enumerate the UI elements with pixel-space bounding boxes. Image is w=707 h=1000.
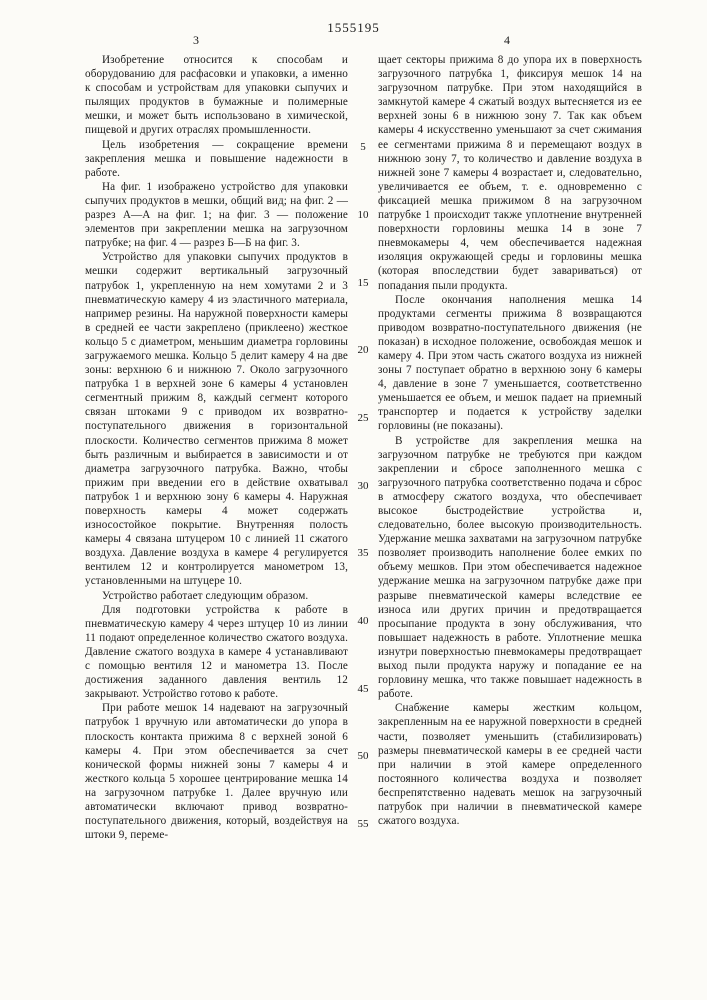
line-number: 10 (357, 209, 369, 221)
line-number: 40 (357, 615, 369, 627)
line-number: 30 (357, 480, 369, 492)
line-number: 25 (357, 412, 369, 424)
paragraph: В устройстве для закрепления мешка на загрузочном патрубке не требуются при каждом закреплении и сбросе заполненного мешка с загрузочного патрубка соответственно подача и сброс в атмосферу сжатого воздуха, что обеспечивает высокое быстродействие устройства и, следовательно, более высокую производительность. Удержание мешка захватами на загрузочном патрубке позволяет производить наполнение более емких по объему мешков. При этом обеспечивается надежное удержание мешка на загрузочном патрубке даже при разрыве пневматической камеры вследствие ее износа или других причин и предотвращается просыпание продукта в зону обслуживания, что повышает надежность в работе. Уплотнение мешка изнутри поверхностью пневмокамеры предотвращает выход пыли продукта наружу и попадание ее на горловину мешка, что также повышает надежность в работе. (378, 434, 642, 701)
paragraph: Снабжение камеры жестким кольцом, закрепленным на ее наружной поверхности в средней части, позволяет уменьшить (стабилизировать) размеры пневматической камеры в ее средней части при наличии в этой камере определенного постоянного количества воздуха и позволяет беспрепятственно надевать мешок на загрузочный патрубок при наличии в пневматической камере сжатого воздуха. (378, 702, 642, 828)
paragraph: На фиг. 1 изображено устройство для упаковки сыпучих продуктов в мешки, общий вид; на фиг. 2 — разрез А—А на фиг. 1; на фиг. 3 — положение элементов при закреплении мешка на загрузочном патрубке; на фиг. 4 — разрез Б—Б на фиг. 3. (85, 180, 348, 250)
paragraph: Цель изобретения — сокращение времени закрепления мешка и повышение надежности в работе. (85, 138, 348, 179)
paragraph: Устройство работает следующим образом. (102, 589, 309, 602)
text-columns (85, 53, 642, 842)
paragraph: щает секторы прижима 8 до упора их в поверхность загрузочного патрубка 1, фиксируя мешок 14 на загрузочном патрубке. При этом находящийся в замкнутой камере 4 сжатый воздух вытесняется из ее верхней зоны 6 в нижнюю зону 7. Так как объем камеры 4 искусственно уменьшают за счет сжимания ее сегментами прижима 8 и перемещают воздух в нижнюю зону 7, то количество и давление воздуха в нижней зоне 7 камеры 4 возрастает и, следовательно, увеличивается ее объем, т. е. одновременно с фиксацией мешка прижимом 8 на загрузочном патрубке 1 происходит также уплотнение внутренней поверхности горловины мешка 14 в зоне 7 пневмокамеры 4, чем обеспечивается надежная изоляция окружающей среды и горловины мешка (которая впоследствии будет завариваться) от попадания пыли продукта. (378, 54, 642, 292)
right-column-page-number: 4 (504, 33, 510, 47)
line-number: 35 (357, 547, 369, 559)
paragraph: При работе мешок 14 надевают на загрузочный патрубок 1 вручную или автоматически до упора в плоскость контакта прижима 8 с верхней зоной 6 камеры 4. При этом обеспечивается за счет конической формы нижней зоны 7 камеры 4 и жесткого кольца 5 хорошее центрирование мешка 14 на загрузочном патрубке 1. Далее вручную или автоматически включают привод возвратно-поступательного движения, который, воздействуя на штоки 9, переме- (85, 702, 348, 842)
line-number: 15 (357, 277, 369, 289)
paragraph: Для подготовки устройства к работе в пневматическую камеру 4 через штуцер 10 из линии 11 подают определенное количество сжатого воздуха. Давление сжатого воздуха в камере 4 устанавливают с помощью вентиля 12 и манометра 13. После достижения заданного давления вентиль 12 закрывают. Устройство готово к работе. (85, 603, 348, 701)
line-number: 20 (357, 344, 369, 356)
left-column (85, 53, 348, 842)
line-number: 45 (357, 683, 369, 695)
left-column-page-number: 3 (193, 33, 199, 47)
paragraph: Изобретение относится к способам и оборудованию для расфасовки и упаковки, а именно к способам и устройствам для упаковки сыпучих и пылящих продуктов в бумажные и полимерные мешки, и может быть использовано в химической, пищевой и других отраслях промышленности. (85, 54, 348, 137)
right-column (378, 53, 642, 842)
paragraph: Устройство для упаковки сыпучих продуктов в мешки содержит вертикальный загрузочный патрубок 1, укрепленную на нем хомутами 2 и 3 пневматическую камеру 4 из эластичного материала, например резины. На наружной поверхности камеры в средней ее части закреплено (приклеено) жесткое кольцо 5 с диаметром, меньшим диаметра горловины загружаемого мешка. Кольцо 5 делит камеру 4 на две зоны: верхнюю 6 и нижнюю 7. Около загрузочного патрубка 1 в верхней зоне 6 камеры 4 установлен сегментный прижим 8, каждый сегмент которого связан штоками 9 с приводом их возвратно-поступательного движения в горизонтальной плоскости. Количество сегментов прижима 8 может быть различным и выбирается в зависимости и от диаметра загрузочного патрубка. Важно, чтобы прижим при введении его в действие охватывал патрубок 1 и верхнюю зону 6 камеры 4. Наружная поверхность камеры 4 может содержать износостойкое покрытие. Внутренняя полость камеры 4 связана штуцером 10 с линией 11 сжатого воздуха. Давление воздуха в камере 4 регулируется вентилем 12 и контролируется манометром 13, установленными на штуцере 10. (85, 251, 348, 588)
line-number: 55 (357, 818, 369, 830)
patent-number: 1555195 (327, 20, 380, 35)
line-number: 50 (357, 750, 369, 762)
line-numbers-gutter (348, 53, 378, 842)
line-number: 5 (360, 141, 366, 153)
paragraph: После окончания наполнения мешка 14 продуктами сегменты прижима 8 возвращаются приводом возвратно-поступательного движения (не показан) в исходное положение, освобождая мешок и камеру 4. При этом часть сжатого воздуха из нижней зоны 7 поступает обратно в верхнюю зону 6 камеры 4, давление в зоне 7 уменьшается, соответственно уменьшается ее объем, и мешок падает на приемный транспортер и подается к устройству заделки горловины (не показаны). (378, 293, 642, 433)
